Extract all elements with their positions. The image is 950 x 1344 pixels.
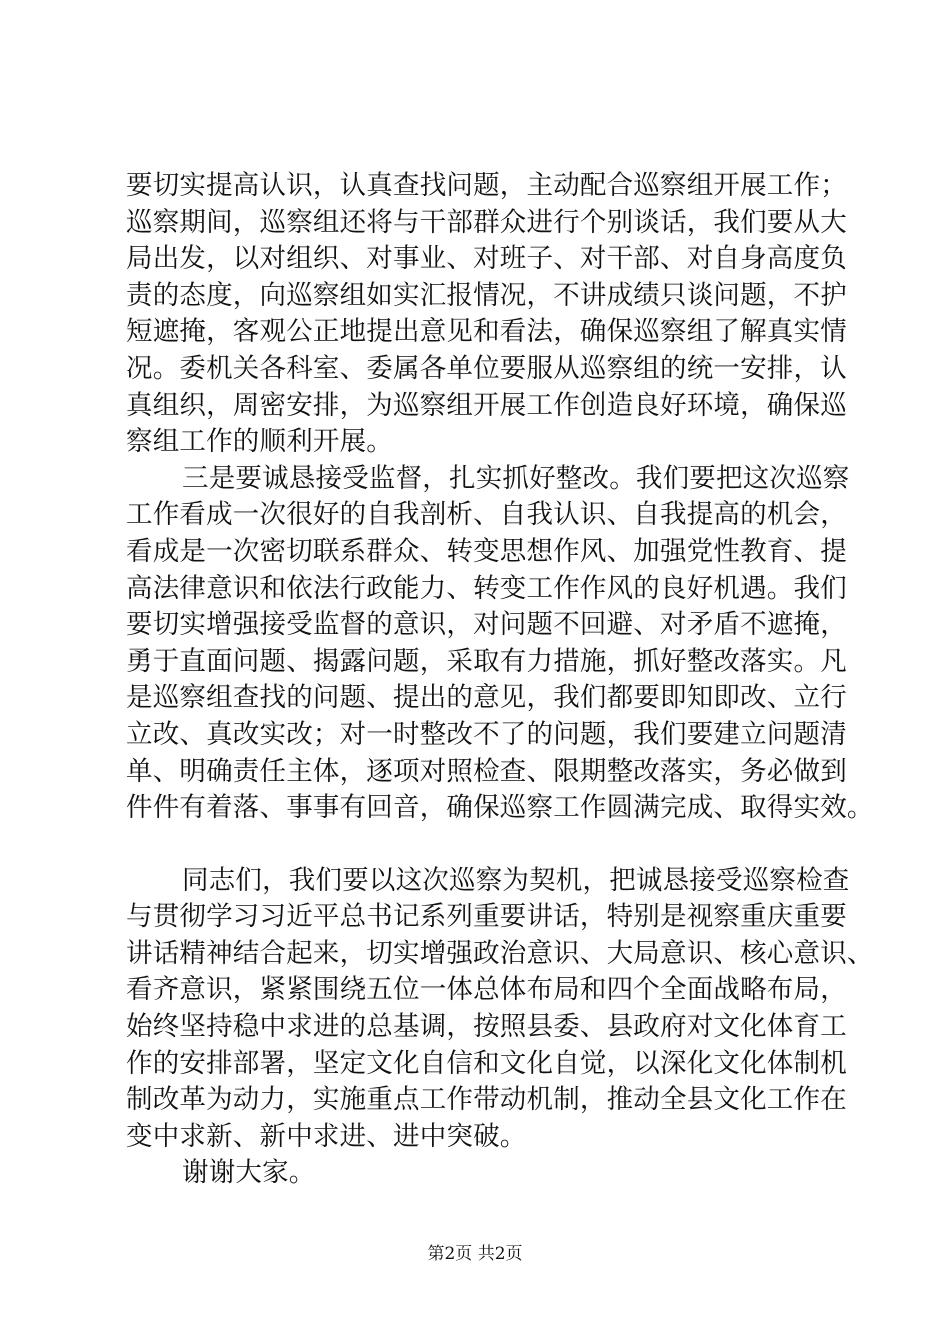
paragraph-3-line-7: 制改革为动力，实施重点工作带动机制，推动全县文化工作在 — [126, 1084, 847, 1116]
paragraph-3-line-3: 讲话精神结合起来，切实增强政治意识、大局意识、核心意识、 — [126, 937, 874, 969]
paragraph-2-line-3: 看成是一次密切联系群众、转变思想作风、加强党性教育、提 — [126, 535, 847, 567]
paragraph-2-line-5: 要切实增强接受监督的意识，对问题不回避、对矛盾不遮掩， — [126, 609, 847, 641]
paragraph-2-line-10: 件件有着落、事事有回音，确保巡察工作圆满完成、取得实效。 — [126, 792, 874, 824]
paragraph-1-line-6: 况。委机关各科室、委属各单位要服从巡察组的统一安排，认 — [126, 352, 847, 384]
paragraph-3-line-5: 始终坚持稳中求进的总基调，按照县委、县政府对文化体育工 — [126, 1011, 847, 1043]
page-number: 第2页 共2页 — [427, 1244, 523, 1264]
paragraph-2-line-8: 立改、真改实改；对一时整改不了的问题，我们要建立问题清 — [126, 718, 847, 750]
paragraph-3-line-8: 变中求新、新中求进、进中突破。 — [126, 1120, 527, 1152]
paragraph-1-line-8: 察组工作的顺利开展。 — [126, 426, 393, 458]
paragraph-1-line-7: 真组织，周密安排，为巡察组开展工作创造良好环境，确保巡 — [126, 389, 847, 421]
paragraph-2-line-2: 工作看成一次很好的自我剖析、自我认识、自我提高的机会， — [126, 499, 847, 531]
closing-line: 谢谢大家。 — [182, 1157, 316, 1189]
paragraph-2-line-9: 单、明确责任主体，逐项对照检查、限期整改落实，务必做到 — [126, 755, 847, 787]
paragraph-2-line-1: 三是要诚恳接受监督，扎实抓好整改。我们要把这次巡察 — [182, 462, 850, 494]
paragraph-3-line-4: 看齐意识，紧紧围绕五位一体总体布局和四个全面战略布局， — [126, 974, 847, 1006]
paragraph-1-line-2: 巡察期间，巡察组还将与干部群众进行个别谈话，我们要从大 — [126, 206, 847, 238]
paragraph-3-line-2: 与贯彻学习习近平总书记系列重要讲话，特别是视察重庆重要 — [126, 901, 847, 933]
paragraph-3-line-1: 同志们，我们要以这次巡察为契机，把诚恳接受巡察检查 — [182, 864, 850, 896]
paragraph-1-line-5: 短遮掩，客观公正地提出意见和看法，确保巡察组了解真实情 — [126, 316, 847, 348]
paragraph-1-line-4: 责的态度，向巡察组如实汇报情况，不讲成绩只谈问题，不护 — [126, 279, 847, 311]
paragraph-2-line-7: 是巡察组查找的问题、提出的意见，我们都要即知即改、立行 — [126, 682, 847, 714]
paragraph-1-line-3: 局出发，以对组织、对事业、对班子、对干部、对自身高度负 — [126, 243, 847, 275]
paragraph-2-line-4: 高法律意识和依法行政能力、转变工作作风的良好机遇。我们 — [126, 572, 847, 604]
paragraph-1-line-1: 要切实提高认识，认真查找问题，主动配合巡察组开展工作； — [126, 170, 847, 201]
paragraph-3-line-6: 作的安排部署，坚定文化自信和文化自觉，以深化文化体制机 — [126, 1047, 847, 1079]
page-footer — [0, 1243, 950, 1265]
document-body — [126, 168, 874, 1192]
paragraph-spacer — [126, 827, 846, 863]
paragraph-2-line-6: 勇于直面问题、揭露问题，采取有力措施，抓好整改落实。凡 — [126, 645, 847, 677]
